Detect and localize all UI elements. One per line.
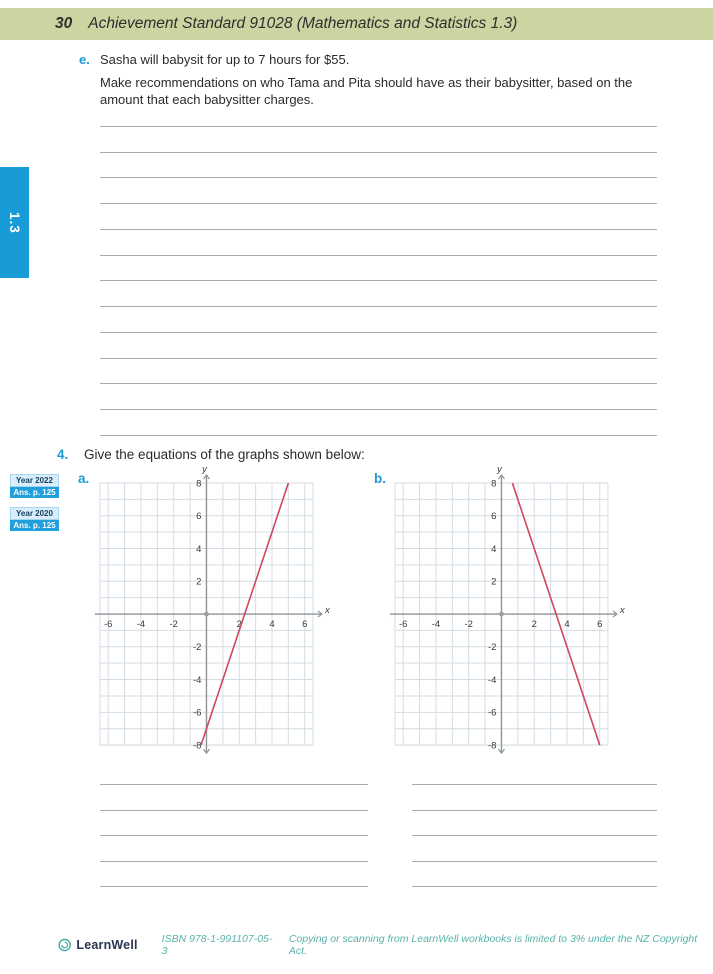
writing-line: [100, 281, 657, 307]
writing-line: [100, 760, 368, 785]
svg-text:x: x: [619, 605, 625, 617]
learnwell-logo-icon: [58, 938, 71, 952]
question-e-label: e.: [79, 52, 90, 67]
answer-lines-top: [100, 101, 657, 436]
svg-text:-6: -6: [103, 619, 113, 631]
svg-text:2: 2: [196, 576, 202, 588]
question-4: [57, 447, 365, 462]
svg-text:6: 6: [597, 619, 603, 631]
copyright-notice: Copying or scanning from LearnWell workbooks is limited to 3% under the NZ Copyright Act.: [288, 933, 698, 957]
writing-line: [412, 760, 657, 785]
svg-text:y: y: [202, 464, 207, 475]
question-e: [79, 51, 661, 108]
writing-line: [100, 410, 657, 436]
answer-ref-year: Year 2022: [10, 474, 59, 487]
svg-text:-6: -6: [488, 707, 497, 719]
answer-ref-year: Year 2020: [10, 507, 59, 520]
page-number: 30: [55, 15, 73, 32]
svg-text:-2: -2: [488, 642, 497, 654]
svg-text:4: 4: [491, 543, 497, 555]
svg-text:6: 6: [491, 511, 497, 523]
page-footer: [58, 934, 698, 956]
svg-text:x: x: [324, 605, 330, 617]
brand-name: LearnWell: [76, 938, 138, 952]
writing-line: [100, 785, 368, 810]
writing-line: [100, 204, 657, 230]
question-e-body: Make recommendations on who Tama and Pita should have as their babysitter, based on the amount that each babysitter charges.: [100, 75, 633, 107]
svg-text:2: 2: [531, 619, 537, 631]
writing-line: [100, 862, 368, 887]
svg-text:-4: -4: [488, 674, 497, 686]
page-title: Achievement Standard 91028 (Mathematics and Statistics 1.3): [88, 15, 518, 32]
writing-line: [100, 836, 368, 861]
question-4-text: Give the equations of the graphs shown below:: [84, 447, 365, 462]
writing-line: [412, 862, 657, 887]
svg-text:2: 2: [491, 576, 497, 588]
writing-line: [100, 333, 657, 359]
svg-text:-8: -8: [193, 740, 202, 752]
svg-text:-8: -8: [488, 740, 497, 752]
svg-text:6: 6: [196, 511, 202, 523]
svg-text:y: y: [497, 464, 502, 475]
answer-ref-page: Ans. p. 125: [10, 487, 59, 498]
svg-text:2: 2: [236, 619, 242, 631]
writing-line: [412, 811, 657, 836]
svg-text:-2: -2: [193, 642, 202, 654]
answer-lines-b: [412, 760, 657, 887]
svg-text:8: 8: [491, 478, 497, 490]
svg-text:-4: -4: [193, 674, 202, 686]
svg-text:4: 4: [564, 619, 570, 631]
svg-text:8: 8: [196, 478, 202, 490]
writing-line: [100, 127, 657, 153]
svg-text:-4: -4: [136, 619, 146, 631]
svg-text:4: 4: [196, 543, 202, 555]
question-4-number: 4.: [57, 447, 69, 462]
page-header: [0, 8, 713, 40]
svg-text:-2: -2: [169, 619, 178, 631]
writing-line: [412, 785, 657, 810]
isbn-text: ISBN 978-1-991107-05-3: [161, 933, 273, 957]
writing-line: [100, 359, 657, 385]
writing-line: [100, 178, 657, 204]
writing-line: [100, 811, 368, 836]
part-b-label: b.: [374, 471, 386, 486]
chapter-tab-label: 1.3: [7, 211, 22, 234]
part-a-label: a.: [78, 471, 90, 486]
svg-text:-6: -6: [398, 619, 408, 631]
question-e-intro: Sasha will babysit for up to 7 hours for $55.: [100, 52, 350, 67]
writing-line: [100, 153, 657, 179]
chapter-tab: [0, 167, 29, 278]
writing-line: [412, 836, 657, 861]
answer-ref-2022: [10, 474, 59, 498]
svg-text:-6: -6: [193, 707, 202, 719]
graph-a: [95, 464, 340, 766]
answer-ref-page: Ans. p. 125: [10, 520, 59, 531]
writing-line: [100, 384, 657, 410]
writing-line: [100, 307, 657, 333]
writing-line: [100, 101, 657, 127]
writing-line: [100, 256, 657, 282]
svg-text:-4: -4: [431, 619, 441, 631]
svg-text:4: 4: [269, 619, 275, 631]
answer-ref-2020: [10, 507, 59, 531]
answer-lines-a: [100, 760, 368, 887]
writing-line: [100, 230, 657, 256]
svg-text:-2: -2: [464, 619, 473, 631]
svg-text:6: 6: [302, 619, 308, 631]
graph-b: [390, 464, 635, 766]
